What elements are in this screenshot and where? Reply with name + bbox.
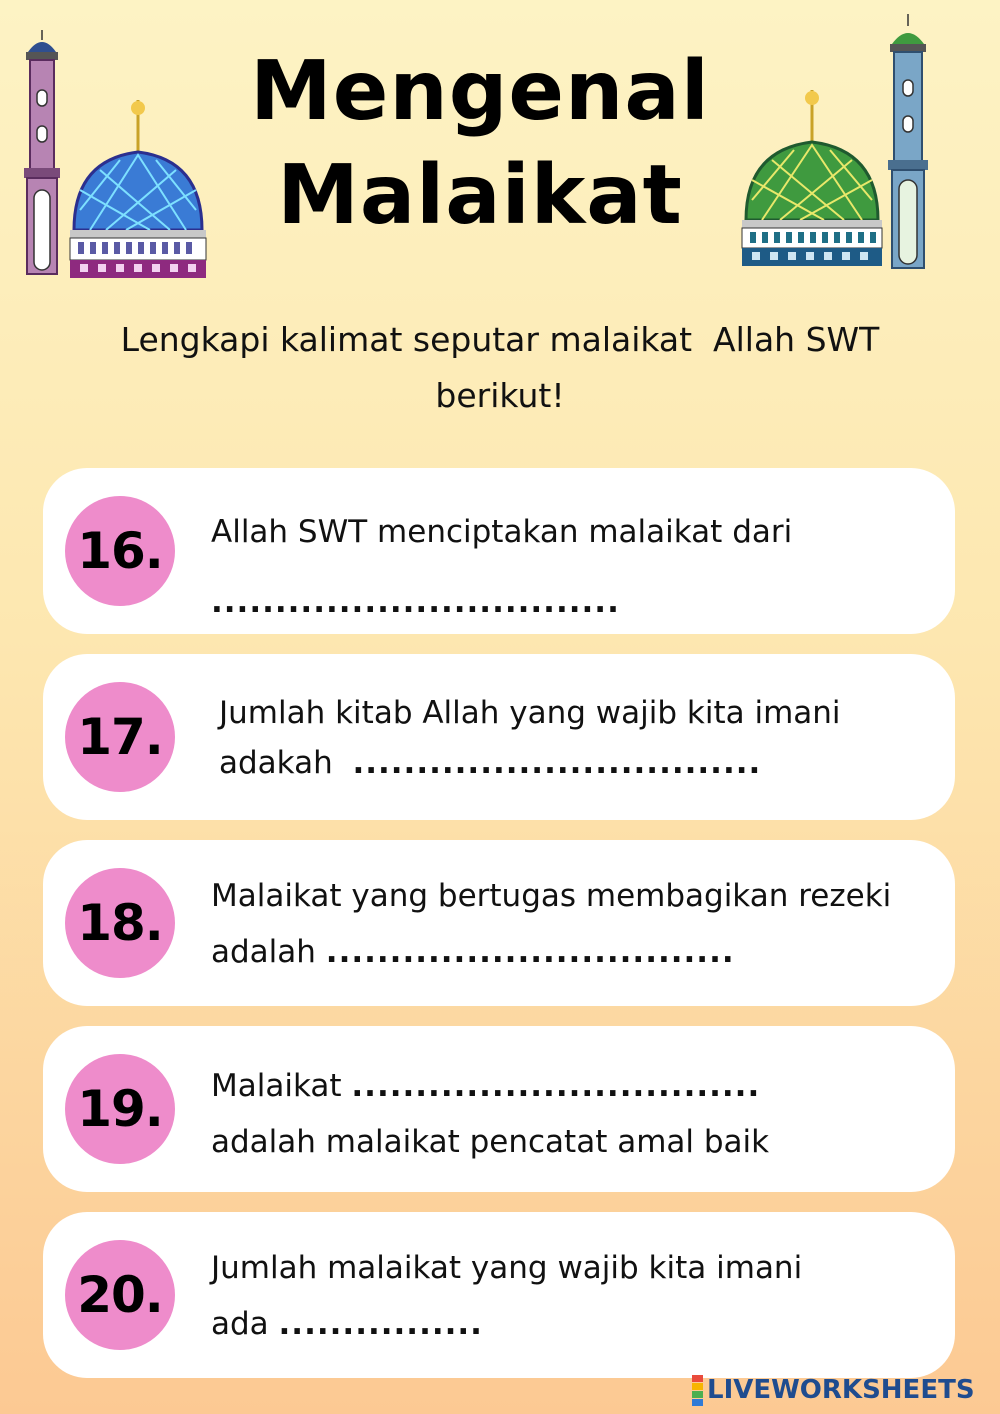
question-card-17 (43, 654, 955, 820)
question-line-1 (211, 1058, 931, 1114)
title-line-1: Mengenal (250, 44, 710, 139)
question-text (219, 688, 939, 788)
page-title (200, 40, 760, 248)
answer-blank[interactable]: ................................ (325, 934, 735, 970)
question-line-2: adalah malaikat pencatat amal baik (211, 1124, 770, 1160)
answer-blank[interactable]: ................................ (352, 745, 762, 781)
question-text (211, 868, 931, 980)
question-line-2 (211, 574, 931, 630)
question-text (211, 504, 931, 630)
question-card-20 (43, 1212, 955, 1378)
question-card-18 (43, 840, 955, 1006)
question-text (211, 1240, 931, 1352)
title-line-2: Malaikat (277, 148, 683, 243)
answer-blank[interactable]: ................ (278, 1306, 483, 1342)
question-number-badge: 18. (65, 868, 175, 978)
mosque-illustration-left-icon (20, 30, 220, 280)
question-number-badge: 17. (65, 682, 175, 792)
question-line-2 (211, 924, 931, 980)
liveworksheets-logo-icon (692, 1375, 703, 1406)
question-line-1-prefix: Malaikat (211, 1068, 352, 1104)
instruction-line-2: berikut! (435, 376, 565, 415)
instruction-line-1: Lengkapi kalimat seputar malaikat Allah SWT (120, 320, 880, 359)
question-line-2 (211, 1296, 931, 1352)
answer-blank[interactable]: ................................ (211, 584, 620, 620)
brand-watermark (692, 1374, 975, 1406)
question-card-16 (43, 468, 955, 634)
question-line-2 (219, 738, 939, 788)
question-text (211, 1058, 931, 1170)
question-number-badge: 19. (65, 1054, 175, 1164)
question-line-2-prefix: ada (211, 1306, 279, 1342)
brand-name: LIVEWORKSHEETS (707, 1375, 975, 1405)
instruction-text (80, 312, 920, 424)
question-line-1: Malaikat yang bertugas membagikan rezeki (211, 878, 892, 914)
question-line-1: Jumlah kitab Allah yang wajib kita imani (219, 695, 841, 731)
answer-blank[interactable]: ................................ (351, 1068, 761, 1104)
question-line-2-prefix: adakah (219, 745, 353, 781)
mosque-illustration-right-icon (732, 10, 932, 272)
question-number-badge: 16. (65, 496, 175, 606)
question-line-2-prefix: adalah (211, 934, 326, 970)
question-card-19 (43, 1026, 955, 1192)
question-line-1: Allah SWT menciptakan malaikat dari (211, 514, 793, 550)
question-number-badge: 20. (65, 1240, 175, 1350)
question-line-1: Jumlah malaikat yang wajib kita imani (211, 1250, 803, 1286)
